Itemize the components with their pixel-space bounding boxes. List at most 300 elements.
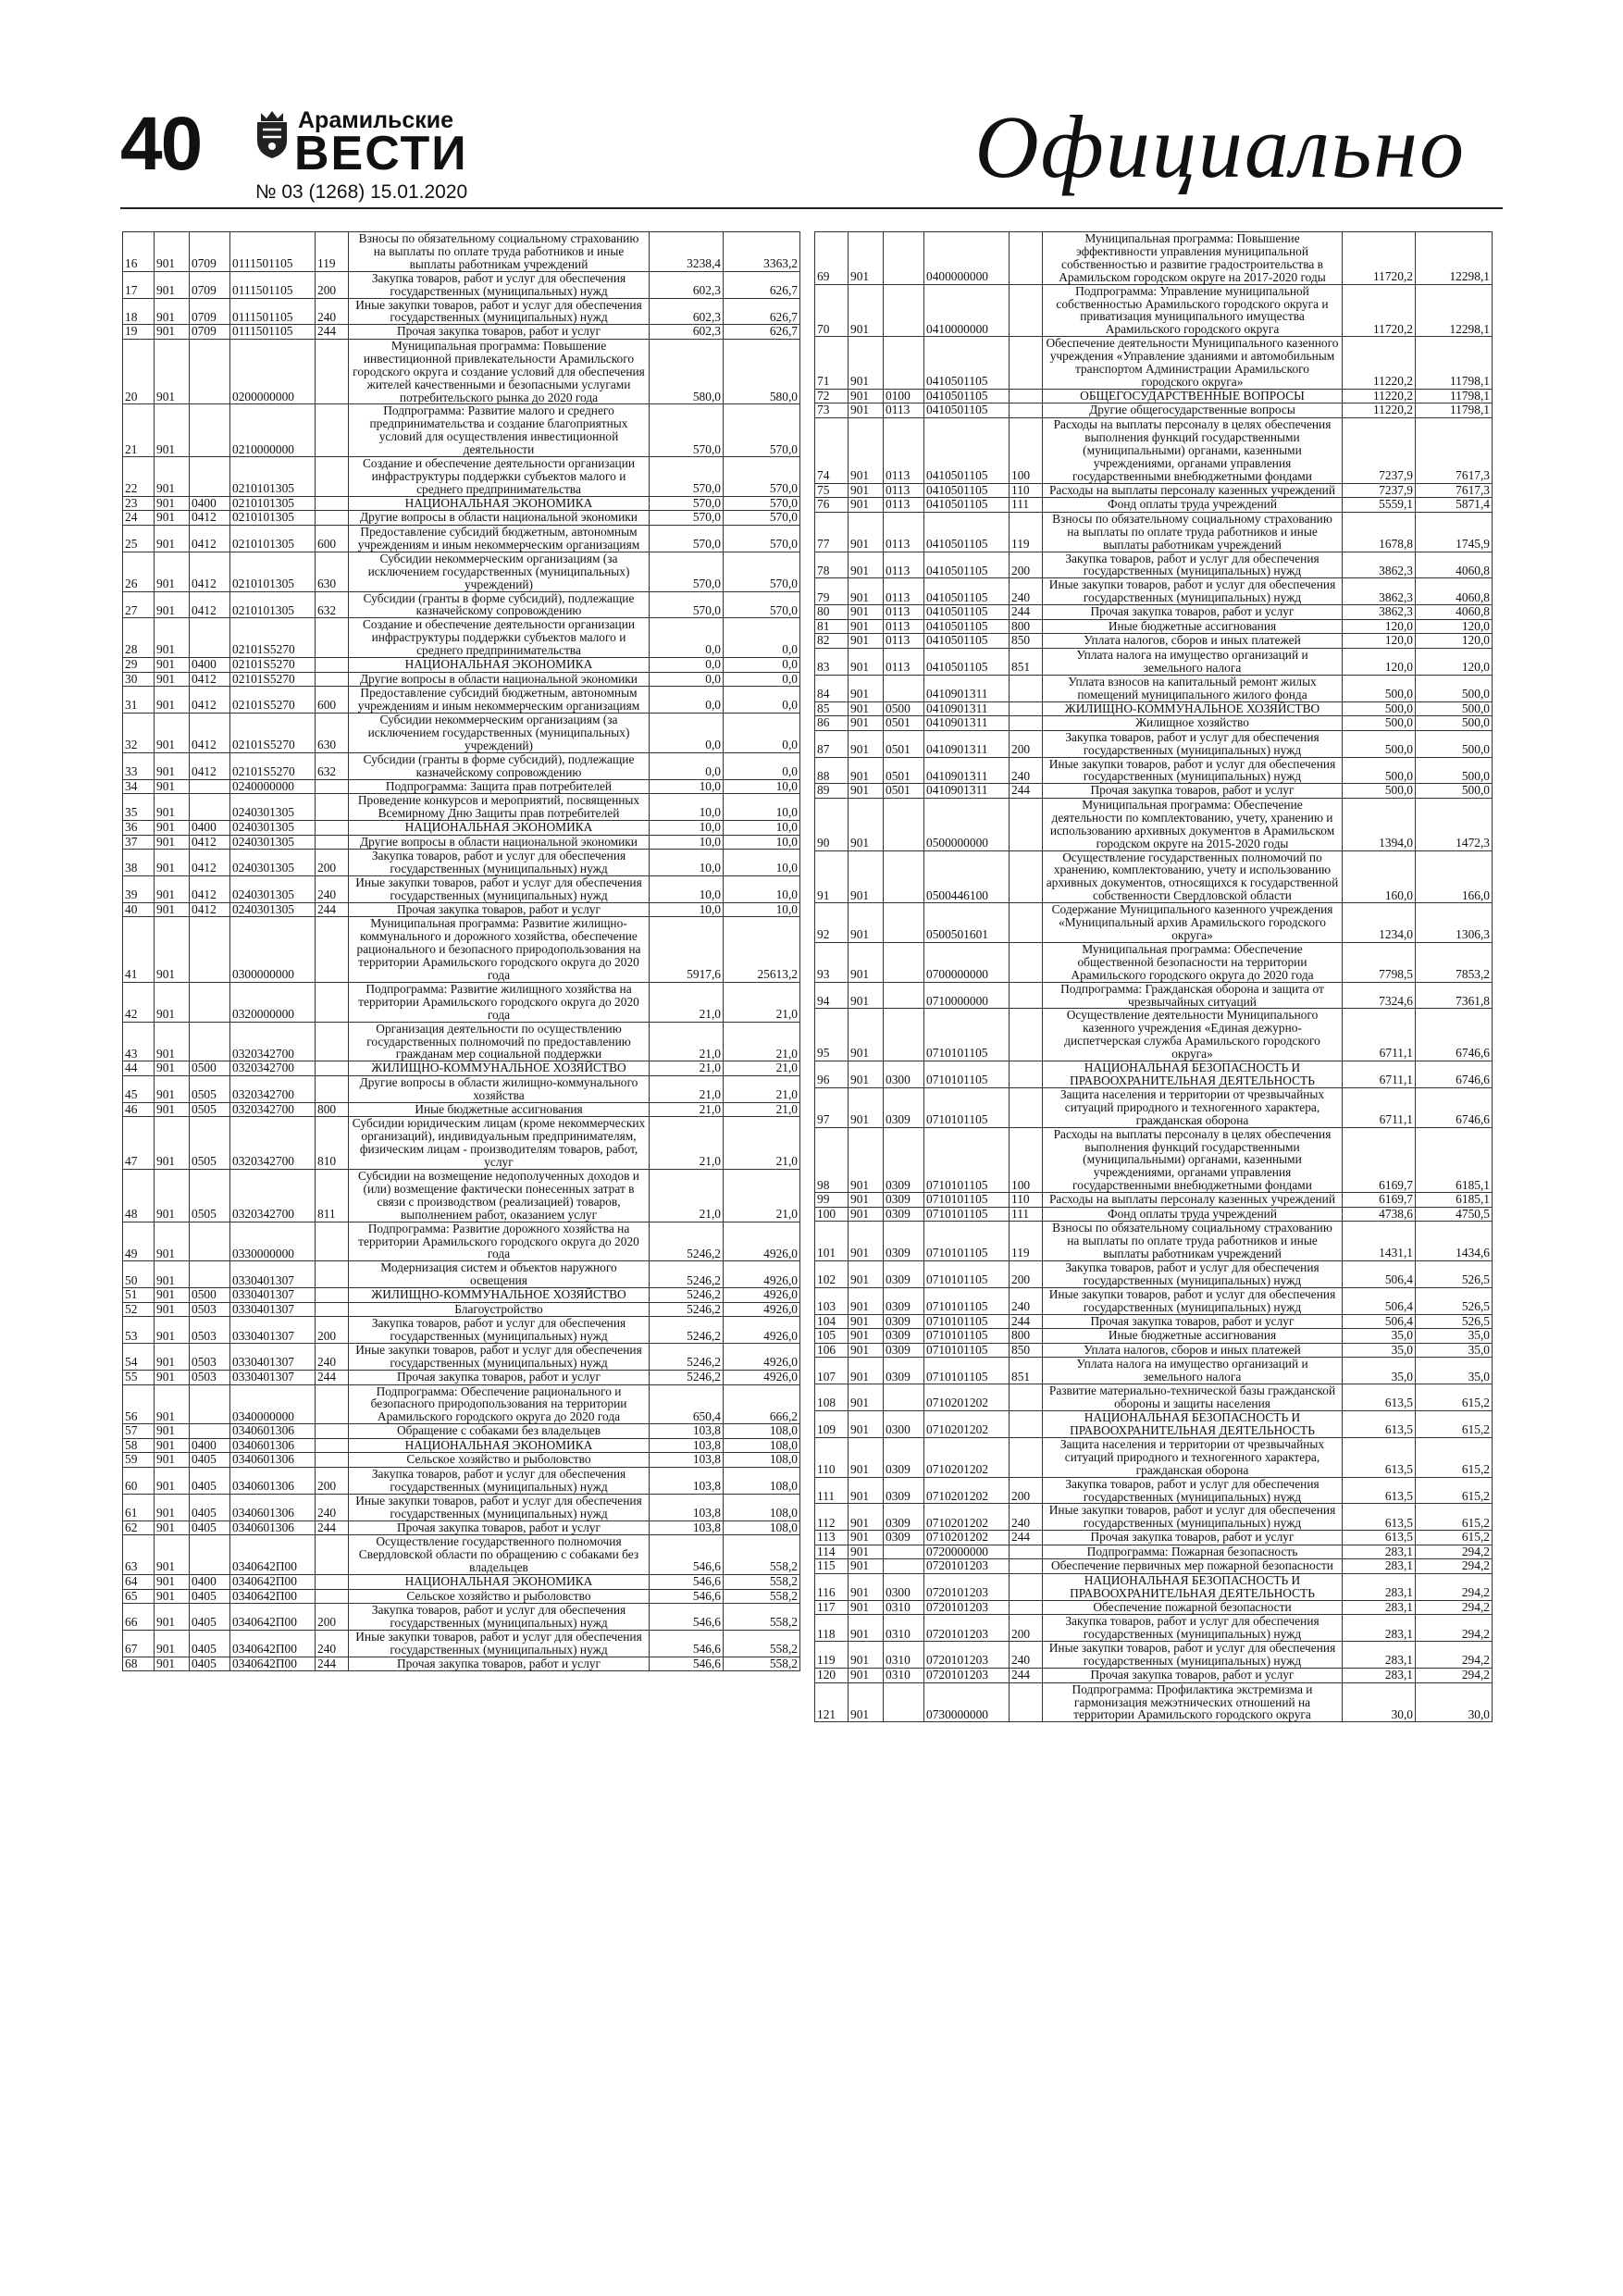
amount-2021: 570,0 [650,511,724,526]
amount-2021: 506,4 [1343,1287,1416,1314]
amount-2021: 500,0 [1343,730,1416,757]
target-code: 0340642П00 [230,1657,316,1671]
table-row [815,512,1493,552]
expense-type [1010,1009,1043,1061]
amount-2021: 10,0 [650,794,724,821]
description: Субсидии некоммерческим организациям (за исключением государственных (муниципальных) учреждений) [349,714,650,753]
target-code: 0720101203 [924,1615,1010,1642]
target-code: 0700000000 [924,942,1010,982]
row-number: 84 [815,675,849,701]
amount-2021: 0,0 [650,618,724,658]
description: Осуществление деятельности Муниципального казенного учреждения «Единая дежурно-диспетчерская служба Арамильского городского округа» [1043,1009,1343,1061]
admin-code: 901 [849,619,884,634]
admin-code: 901 [849,1193,884,1208]
section-code: 0412 [190,876,230,903]
description: Защита населения и территории от чрезвычайных ситуаций природного и техногенного характера, гражданская оборона [1043,1437,1343,1477]
row-number: 83 [815,648,849,675]
expense-type [316,1222,349,1261]
amount-2022: 10,0 [724,835,800,850]
table-row [123,658,800,673]
description: Подпрограмма: Гражданская оборона и защита от чрезвычайных ситуаций [1043,982,1343,1009]
amount-2022: 294,2 [1416,1545,1493,1559]
row-number: 102 [815,1261,849,1288]
expense-type [316,982,349,1022]
admin-code: 901 [155,496,190,511]
amount-2021: 6711,1 [1343,1087,1416,1127]
admin-code: 901 [849,1207,884,1222]
description: Иные закупки товаров, работ и услуг для обеспечения государственных (муниципальных) нужд [349,1494,650,1520]
description: Иные бюджетные ассигнования [1043,1329,1343,1344]
table-row [123,496,800,511]
row-number: 52 [123,1302,155,1317]
table-row [815,634,1493,649]
target-code: 0340642П00 [230,1604,316,1631]
amount-2022: 500,0 [1416,675,1493,701]
row-number: 108 [815,1384,849,1411]
expense-type [316,618,349,658]
expense-type [1010,1682,1043,1722]
amount-2022: 626,7 [724,271,800,298]
table-row [815,701,1493,716]
section-code: 0309 [884,1127,924,1193]
expense-type [316,835,349,850]
amount-2022: 4060,8 [1416,552,1493,578]
expense-type: 850 [1010,1343,1043,1358]
table-row [123,1344,800,1371]
expense-type: 240 [1010,1504,1043,1531]
target-code: 0730000000 [924,1682,1010,1722]
target-code: 0410501105 [924,498,1010,513]
target-code: 0320342700 [230,1117,316,1170]
section-code: 0405 [190,1604,230,1631]
target-code: 0210101305 [230,591,316,618]
table-row [123,982,800,1022]
description: Закупка товаров, работ и услуг для обеспечения государственных (муниципальных) нужд [349,1604,650,1631]
row-number: 105 [815,1329,849,1344]
admin-code: 901 [849,284,884,337]
description: Подпрограмма: Защита прав потребителей [349,779,650,794]
description: Проведение конкурсов и мероприятий, посвященных Всемирному Дню Защиты прав потребителей [349,794,650,821]
table-row [815,284,1493,337]
expense-type [1010,1437,1043,1477]
admin-code: 901 [155,1424,190,1439]
table-row [815,232,1493,285]
expense-type [1010,850,1043,903]
amount-2021: 35,0 [1343,1358,1416,1384]
target-code: 0720101203 [924,1559,1010,1574]
expense-type: 600 [316,526,349,552]
admin-code: 901 [155,1494,190,1520]
admin-code: 901 [155,339,190,404]
amount-2021: 5559,1 [1343,498,1416,513]
row-number: 70 [815,284,849,337]
table-row [123,404,800,457]
expense-type [316,1453,349,1468]
row-number: 46 [123,1102,155,1117]
expense-type [316,1302,349,1317]
target-code: 0240301305 [230,876,316,903]
description: Уплата налогов, сборов и иных платежей [1043,634,1343,649]
target-code: 0340601306 [230,1438,316,1453]
amount-2021: 3862,3 [1343,605,1416,620]
target-code: 0410501105 [924,648,1010,675]
target-code: 0710000000 [924,982,1010,1009]
table-row [815,716,1493,731]
description: Содержание Муниципального казенного учреждения «Муниципальный архив Арамильского городского округа» [1043,903,1343,943]
amount-2022: 10,0 [724,779,800,794]
table-row [123,1453,800,1468]
admin-code: 901 [155,876,190,903]
table-row [815,1009,1493,1061]
admin-code: 901 [849,716,884,731]
expense-type [1010,675,1043,701]
expense-type: 240 [1010,757,1043,784]
admin-code: 901 [155,1317,190,1344]
amount-2022: 615,2 [1416,1504,1493,1531]
expense-type [316,457,349,497]
amount-2021: 10,0 [650,835,724,850]
row-number: 98 [815,1127,849,1193]
admin-code: 901 [849,1329,884,1344]
table-row [123,232,800,272]
target-code: 0340601306 [230,1494,316,1520]
table-row [815,1329,1493,1344]
amount-2022: 500,0 [1416,730,1493,757]
row-number: 67 [123,1631,155,1657]
description: Закупка товаров, работ и услуг для обеспечения государственных (муниципальных) нужд [1043,1615,1343,1642]
description: Уплата налога на имущество организаций и земельного налога [1043,648,1343,675]
description: Прочая закупка товаров, работ и услуг [349,1370,650,1384]
row-number: 53 [123,1317,155,1344]
row-number: 111 [815,1477,849,1504]
description: Муниципальная программа: Обеспечение общественной безопасности на территории Арамильского городского округа до 2020 года [1043,942,1343,982]
section-code: 0505 [190,1117,230,1170]
table-row [815,1127,1493,1193]
amount-2021: 160,0 [1343,850,1416,903]
amount-2021: 10,0 [650,876,724,903]
description: Обеспечение первичных мер пожарной безопасности [1043,1559,1343,1574]
table-row [123,457,800,497]
expense-type [1010,903,1043,943]
table-row [123,779,800,794]
target-code: 0410901311 [924,730,1010,757]
amount-2021: 6169,7 [1343,1127,1416,1193]
row-number: 23 [123,496,155,511]
section-code: 0412 [190,591,230,618]
amount-2022: 35,0 [1416,1343,1493,1358]
amount-2022: 108,0 [724,1520,800,1535]
target-code: 0710101105 [924,1358,1010,1384]
section-code: 0709 [190,232,230,272]
description: Создание и обеспечение деятельности организации инфраструктуры поддержки субъектов малого и среднего предпринимательства [349,457,650,497]
table-row [815,730,1493,757]
section-code [190,1535,230,1575]
row-number: 93 [815,942,849,982]
description: Прочая закупка товаров, работ и услуг [349,1520,650,1535]
expense-type: 110 [1010,1193,1043,1208]
table-row [123,1535,800,1575]
expense-type [1010,1600,1043,1615]
section-code: 0113 [884,605,924,620]
target-code: 0340601306 [230,1453,316,1468]
row-number: 75 [815,483,849,498]
row-number: 42 [123,982,155,1022]
page-number: 40 [120,102,202,186]
row-number: 72 [815,389,849,403]
admin-code: 901 [849,1358,884,1384]
row-number: 28 [123,618,155,658]
section-code: 0300 [884,1061,924,1088]
table-row [815,337,1493,390]
section-code: 0503 [190,1370,230,1384]
description: НАЦИОНАЛЬНАЯ ЭКОНОМИКА [349,821,650,836]
admin-code: 901 [155,821,190,836]
row-number: 63 [123,1535,155,1575]
admin-code: 901 [849,232,884,285]
amount-2021: 570,0 [650,552,724,591]
expense-type [316,821,349,836]
amount-2022: 0,0 [724,672,800,687]
description: Прочая закупка товаров, работ и услуг [349,325,650,340]
amount-2021: 0,0 [650,658,724,673]
expense-type: 244 [1010,605,1043,620]
section-code: 0503 [190,1302,230,1317]
expense-type [316,339,349,404]
expense-type: 240 [1010,578,1043,605]
row-number: 37 [123,835,155,850]
target-code: 0320342700 [230,1102,316,1117]
table-row [123,821,800,836]
amount-2021: 283,1 [1343,1615,1416,1642]
target-code: 0710101105 [924,1261,1010,1288]
section-code: 0709 [190,298,230,325]
amount-2021: 613,5 [1343,1531,1416,1545]
admin-code: 901 [849,418,884,484]
section-code: 0309 [884,1329,924,1344]
target-code: 0500446100 [924,850,1010,903]
amount-2022: 120,0 [1416,619,1493,634]
admin-code: 901 [155,850,190,876]
admin-code: 901 [155,1535,190,1575]
expense-type: 244 [316,1520,349,1535]
section-code: 0412 [190,835,230,850]
expense-type [316,1424,349,1439]
target-code: 0240301305 [230,902,316,917]
amount-2021: 21,0 [650,1075,724,1102]
section-code: 0309 [884,1087,924,1127]
table-row [123,271,800,298]
expense-type [1010,337,1043,390]
amount-2022: 10,0 [724,794,800,821]
expense-type [1010,389,1043,403]
expense-type: 200 [1010,1261,1043,1288]
description: Обращение с собаками без владельцев [349,1424,650,1439]
target-code: 0330000000 [230,1222,316,1261]
expense-type: 200 [1010,552,1043,578]
table-row [123,511,800,526]
description: Уплата налога на имущество организаций и земельного налога [1043,1358,1343,1384]
expense-type: 800 [316,1102,349,1117]
section-code: 0412 [190,752,230,779]
section-code [884,850,924,903]
description: Взносы по обязательному социальному страхованию на выплаты по оплате труда работников и иные выплаты работникам учреждений [1043,512,1343,552]
target-code: 0340000000 [230,1384,316,1424]
table-row [815,982,1493,1009]
amount-2022: 294,2 [1416,1574,1493,1601]
amount-2022: 4060,8 [1416,578,1493,605]
row-number: 100 [815,1207,849,1222]
target-code: 0210101305 [230,457,316,497]
description: Субсидии на возмещение недополученных доходов и (или) возмещение фактически понесенных затрат в связи с производством (реализацией) товаров, выполнением работ, оказанием услуг [349,1170,650,1222]
table-row [815,648,1493,675]
section-code: 0309 [884,1314,924,1329]
description: Иные закупки товаров, работ и услуг для обеспечения государственных (муниципальных) нужд [349,1344,650,1371]
section-code: 0400 [190,821,230,836]
amount-2021: 21,0 [650,1117,724,1170]
section-code: 0113 [884,634,924,649]
row-number: 92 [815,903,849,943]
table-row [815,1287,1493,1314]
amount-2021: 602,3 [650,325,724,340]
row-number: 76 [815,498,849,513]
admin-code: 901 [155,794,190,821]
table-row [123,1370,800,1384]
row-number: 36 [123,821,155,836]
section-code: 0309 [884,1358,924,1384]
amount-2021: 21,0 [650,1022,724,1061]
row-number: 112 [815,1504,849,1531]
target-code: 0410501105 [924,483,1010,498]
section-code: 0113 [884,498,924,513]
admin-code: 901 [849,1600,884,1615]
amount-2022: 4926,0 [724,1344,800,1371]
expense-type [1010,403,1043,418]
admin-code: 901 [849,1682,884,1722]
amount-2021: 10,0 [650,902,724,917]
amount-2021: 570,0 [650,496,724,511]
admin-code: 901 [155,1520,190,1535]
target-code: 0410501105 [924,619,1010,634]
amount-2022: 35,0 [1416,1329,1493,1344]
amount-2022: 4926,0 [724,1288,800,1303]
expense-type: 244 [316,902,349,917]
description: НАЦИОНАЛЬНАЯ ЭКОНОМИКА [349,658,650,673]
expense-type: 200 [316,271,349,298]
amount-2021: 283,1 [1343,1669,1416,1683]
table-row [815,798,1493,850]
section-code: 0310 [884,1600,924,1615]
table-row [815,1600,1493,1615]
amount-2021: 1678,8 [1343,512,1416,552]
target-code: 0710101105 [924,1222,1010,1261]
amount-2021: 613,5 [1343,1437,1416,1477]
amount-2022: 0,0 [724,687,800,714]
description: ЖИЛИЩНО-КОММУНАЛЬНОЕ ХОЗЯЙСТВО [349,1061,650,1076]
target-code: 0720101203 [924,1574,1010,1601]
section-code: 0405 [190,1468,230,1495]
table-row [123,687,800,714]
expense-type: 240 [1010,1642,1043,1669]
admin-code: 901 [849,1437,884,1477]
description: Подпрограмма: Развитие малого и среднего предпринимательства и создание благоприятных условий для осуществления инвестиционной деятельности [349,404,650,457]
admin-code: 901 [155,1222,190,1261]
amount-2022: 0,0 [724,618,800,658]
expense-type: 200 [316,1604,349,1631]
row-number: 32 [123,714,155,753]
amount-2022: 21,0 [724,1075,800,1102]
amount-2022: 294,2 [1416,1615,1493,1642]
section-code: 0309 [884,1222,924,1261]
admin-code: 901 [849,1477,884,1504]
expense-type: 240 [1010,1287,1043,1314]
table-row [815,675,1493,701]
amount-2022: 6185,1 [1416,1193,1493,1208]
table-row [815,1682,1493,1722]
description: Развитие материально-технической базы гражданской обороны и защиты населения [1043,1384,1343,1411]
target-code: 0500000000 [924,798,1010,850]
amount-2022: 615,2 [1416,1477,1493,1504]
expense-type: 200 [1010,1477,1043,1504]
amount-2021: 10,0 [650,850,724,876]
row-number: 17 [123,271,155,298]
amount-2022: 0,0 [724,714,800,753]
admin-code: 901 [849,1343,884,1358]
target-code: 0320000000 [230,982,316,1022]
section-code [190,1222,230,1261]
amount-2021: 5246,2 [650,1370,724,1384]
amount-2022: 21,0 [724,1102,800,1117]
row-number: 62 [123,1520,155,1535]
expense-type: 811 [316,1170,349,1222]
section-code [190,794,230,821]
table-row [815,552,1493,578]
description: Расходы на выплаты персоналу казенных учреждений [1043,1193,1343,1208]
expense-type [316,672,349,687]
admin-code: 901 [849,403,884,418]
expense-type [1010,284,1043,337]
row-number: 45 [123,1075,155,1102]
amount-2022: 570,0 [724,552,800,591]
row-number: 27 [123,591,155,618]
amount-2022: 615,2 [1416,1411,1493,1438]
expense-type: 632 [316,752,349,779]
admin-code: 901 [155,1022,190,1061]
expense-type [1010,1545,1043,1559]
amount-2022: 570,0 [724,457,800,497]
table-row [815,903,1493,943]
row-number: 22 [123,457,155,497]
section-code: 0113 [884,578,924,605]
admin-code: 901 [849,1287,884,1314]
expense-type: 244 [1010,784,1043,799]
section-code [190,404,230,457]
admin-code: 901 [849,1314,884,1329]
amount-2021: 546,6 [650,1631,724,1657]
admin-code: 901 [155,457,190,497]
description: Закупка товаров, работ и услуг для обеспечения государственных (муниципальных) нужд [349,271,650,298]
row-number: 24 [123,511,155,526]
admin-code: 901 [155,1453,190,1468]
admin-code: 901 [155,1102,190,1117]
expense-type: 200 [1010,730,1043,757]
row-number: 26 [123,552,155,591]
expense-type: 244 [316,325,349,340]
target-code: 0710201202 [924,1411,1010,1438]
target-code: 0320342700 [230,1170,316,1222]
amount-2022: 11798,1 [1416,389,1493,403]
section-code: 0500 [884,701,924,716]
amount-2022: 615,2 [1416,1384,1493,1411]
